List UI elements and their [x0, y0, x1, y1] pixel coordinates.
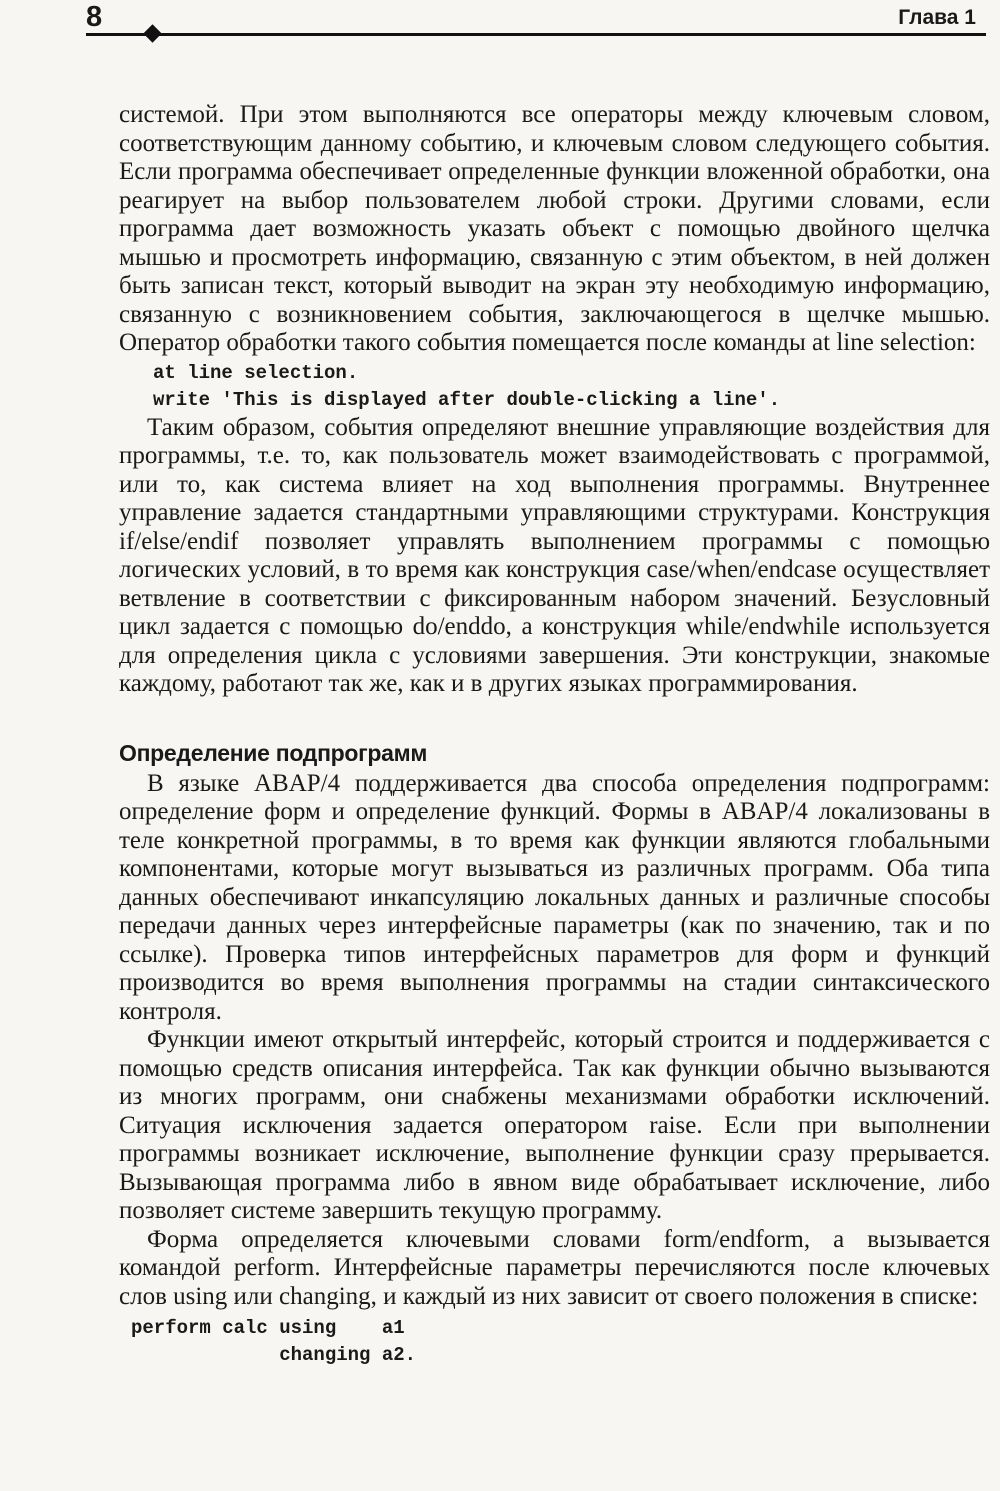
paragraph-forms: Форма определяется ключевыми словами form/endform, а вызывается командой perform. Интерфейсные параметры перечисляются после ключевых слов using или changing, и каждый из них зависит от своего положения в списке:	[119, 1225, 990, 1310]
code-line: write 'This is displayed after double-clicking a line'.	[153, 388, 781, 411]
code-line: changing a2.	[131, 1344, 417, 1366]
page-number: 8	[86, 1, 103, 33]
paragraph-events: Таким образом, события определяют внешние управляющие воздействия для программы, т.е. то, как пользователь может взаимодействовать с программой, или то, как система влияет на ход выполнения программы. Внутреннее управление задается стандартными управляющими структурами. Конструкция if/else/endif позволяет управлять выполнением программы с помощью логических условий, в то время как конструкция case/when/endcase осуществляет ветвление в соответствии с фиксированным набором значений. Безусловный цикл задается с помощью do/enddo, а конструкция while/endwhile используется для определения цикла с условиями завершения. Эти конструкции, знакомые каждому, работают так же, как и в других языках программирования.	[119, 413, 990, 697]
code-line: perform calc using a1	[131, 1317, 405, 1339]
header-rule	[86, 33, 986, 36]
page-body	[119, 101, 990, 1369]
chapter-title: Глава 1	[898, 6, 976, 29]
paragraph-subroutines: В языке ABAP/4 поддерживается два способа определения подпрограмм: определение форм и определение функций. Формы в ABAP/4 локализованы в теле конкретной программы, в то время как функции являются глобальными компонентами, которые могут вызываться из различных программ. Оба типа данных обеспечивают инкапсуляцию локальных данных и различные способы передачи данных через интерфейсные параметры (как по значению, так и по ссылке). Проверка типов интерфейсных параметров для форм и функций производится во время выполнения программы на стадии синтаксического контроля.	[119, 769, 990, 1025]
code-line: at line selection.	[153, 361, 359, 384]
paragraph-intro: системой. При этом выполняются все операторы между ключевым словом, соответствующим данному событию, и ключевым словом следующего события. Если программа обеспечивает определенные функции вложенной обработки, она реагирует на выбор пользователем любой строки. Другими словами, если программа дает возможность указать объект с помощью двойного щелчка мышью и просмотреть информацию, связанную с этим объектом, в ней должен быть записан текст, который выводит на экран эту необходимую информацию, связанную с возникновением события, заключающегося в щелчке мышью. Оператор обработки такого события помещается после команды at line selection:	[119, 101, 990, 356]
diamond-icon	[143, 24, 161, 42]
section-heading: Определение подпрограмм	[119, 739, 428, 766]
page-header	[86, 0, 986, 42]
paragraph-functions: Функции имеют открытый интерфейс, который строится и поддерживается с помощью средств описания интерфейса. Так как функции обычно вызываются из многих программ, они снабжены механизмами обработки исключений. Ситуация исключения задается оператором raise. Если при выполнении программы возникает исключение, выполнение функции сразу прерывается. Вызывающая программа либо в явном виде обрабатывает исключение, либо позволяет системе завершить текущую программу.	[119, 1026, 990, 1224]
